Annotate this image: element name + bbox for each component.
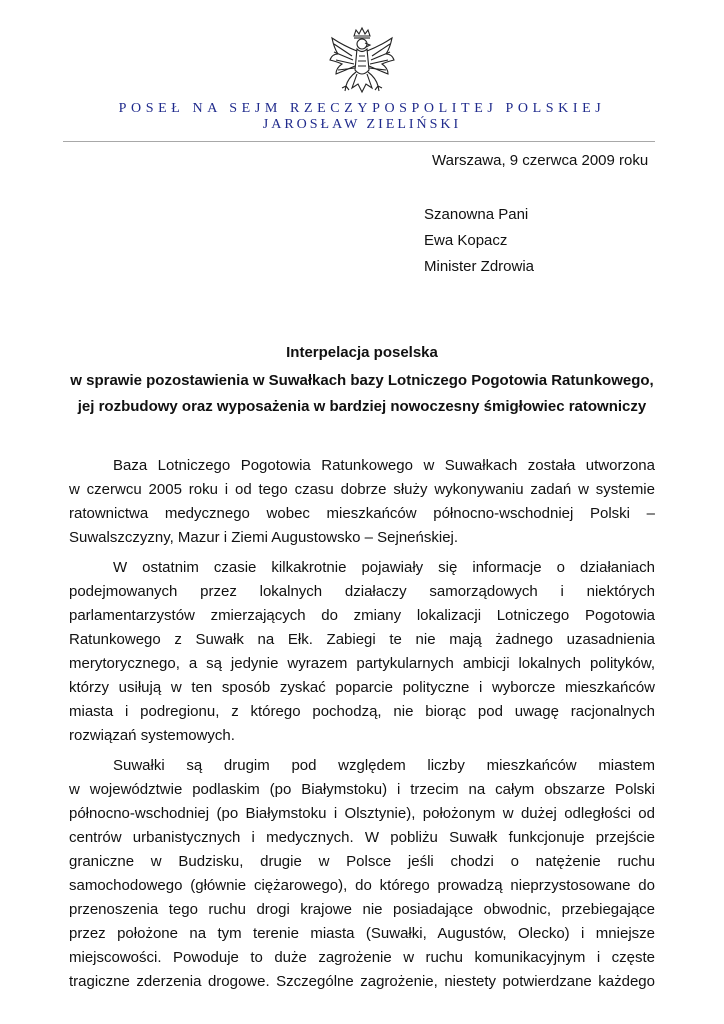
paragraph-line: W ostatnim czasie kilkakrotnie pojawiały się informacje o działaniach [113,559,655,576]
paragraph-2 [69,556,655,748]
paragraph-line: parlamentarzystów zmierzających do zmiany lokalizacji Lotniczego Pogotowia [69,607,655,624]
header-divider [63,141,655,142]
paragraph-line: merytorycznego, a są jedynie wyrazem partykularnych ambicji lokalnych polityków, [69,655,655,672]
recipient-salutation: Szanowna Pani [424,206,529,223]
letter-date: Warszawa, 9 czerwca 2009 roku [432,152,649,169]
paragraph-line: Suwałki są drugim pod względem liczby mieszkańców miastem [113,757,655,774]
paragraph-line: graniczne w Budzisku, drugie w Polsce jeśli chodzi o natężenie ruchu [69,853,655,870]
eagle-emblem-icon [326,26,398,100]
paragraph-3 [69,754,655,994]
title-subject-line-1: w sprawie pozostawienia w Suwałkach bazy Lotniczego Pogotowia Ratunkowego, [70,372,654,389]
paragraph-line: w województwie podlaskim (po Białymstoku) i trzecim na całym obszarze Polski [69,781,655,798]
paragraph-line: Suwalszczyzny, Mazur i Ziemi Augustowsko – Sejneńskiej. [69,529,459,546]
paragraph-line: którzy usiłują w ten sposób zyskać poparcie polityczne i wyborcze mieszkańców [69,679,655,696]
interpellation-title [60,340,664,420]
paragraph-line: przenoszenia tego ruchu drogi krajowe nie posiadające obwodnic, przebiegające [69,901,655,918]
recipient-name: Ewa Kopacz [424,232,508,249]
paragraph-line: Baza Lotniczego Pogotowia Ratunkowego w Suwałkach została utworzona [113,457,655,474]
paragraph-line: miejscowości. Powoduje to duże zagrożenie w ruchu komunikacyjnym i częste [69,949,655,966]
paragraph-line: miasta i podregionu, z którego pochodzą, nie biorąc pod uwagę racjonalnych [69,703,655,720]
paragraph-line: centrów urbanistycznych i medycznych. W pobliżu Suwałk funkcjonuje przejście [69,829,655,846]
recipient-block [424,202,534,280]
header-mp-title: POSEŁ NA SEJM RZECZYPOSPOLITEJ POLSKIEJ [118,101,606,116]
paragraph-1 [69,454,655,550]
paragraph-line: Ratunkowego z Suwałk na Ełk. Zabiegi te nie mają żadnego uzasadnienia [69,631,655,648]
header-mp-name: JAROSŁAW ZIELIŃSKI [262,117,462,132]
paragraph-line: tragiczne zderzenia drogowe. Szczególne zagrożenie, niestety potwierdzane każdego [69,973,655,990]
paragraph-line: północno-wschodniej (po Białymstoku i Olsztynie), położonym w dużej odległości od [69,805,655,822]
paragraph-line: w czerwcu 2005 roku i od tego czasu dobrze służy wykonywaniu zadań w systemie [69,481,655,498]
paragraph-line: ratownictwa medycznego wobec mieszkańców północno-wschodniej Polski – [69,505,655,522]
paragraph-line: podejmowanych przez lokalnych działaczy samorządowych i niektórych [69,583,655,600]
title-subject-line-2: jej rozbudowy oraz wyposażenia w bardziej nowoczesny śmigłowiec ratowniczy [77,398,647,415]
paragraph-line: samochodowego (głównie ciężarowego), do którego prowadzą nieprzystosowane do [69,877,655,894]
title-heading: Interpelacja poselska [286,344,438,361]
recipient-position: Minister Zdrowia [424,258,535,275]
paragraph-line: rozwiązań systemowych. [69,727,235,744]
paragraph-line: przez położone na tym terenie miasta (Suwałki, Augustów, Olecko) i mniejsze [69,925,655,942]
letter-body [69,454,655,1000]
